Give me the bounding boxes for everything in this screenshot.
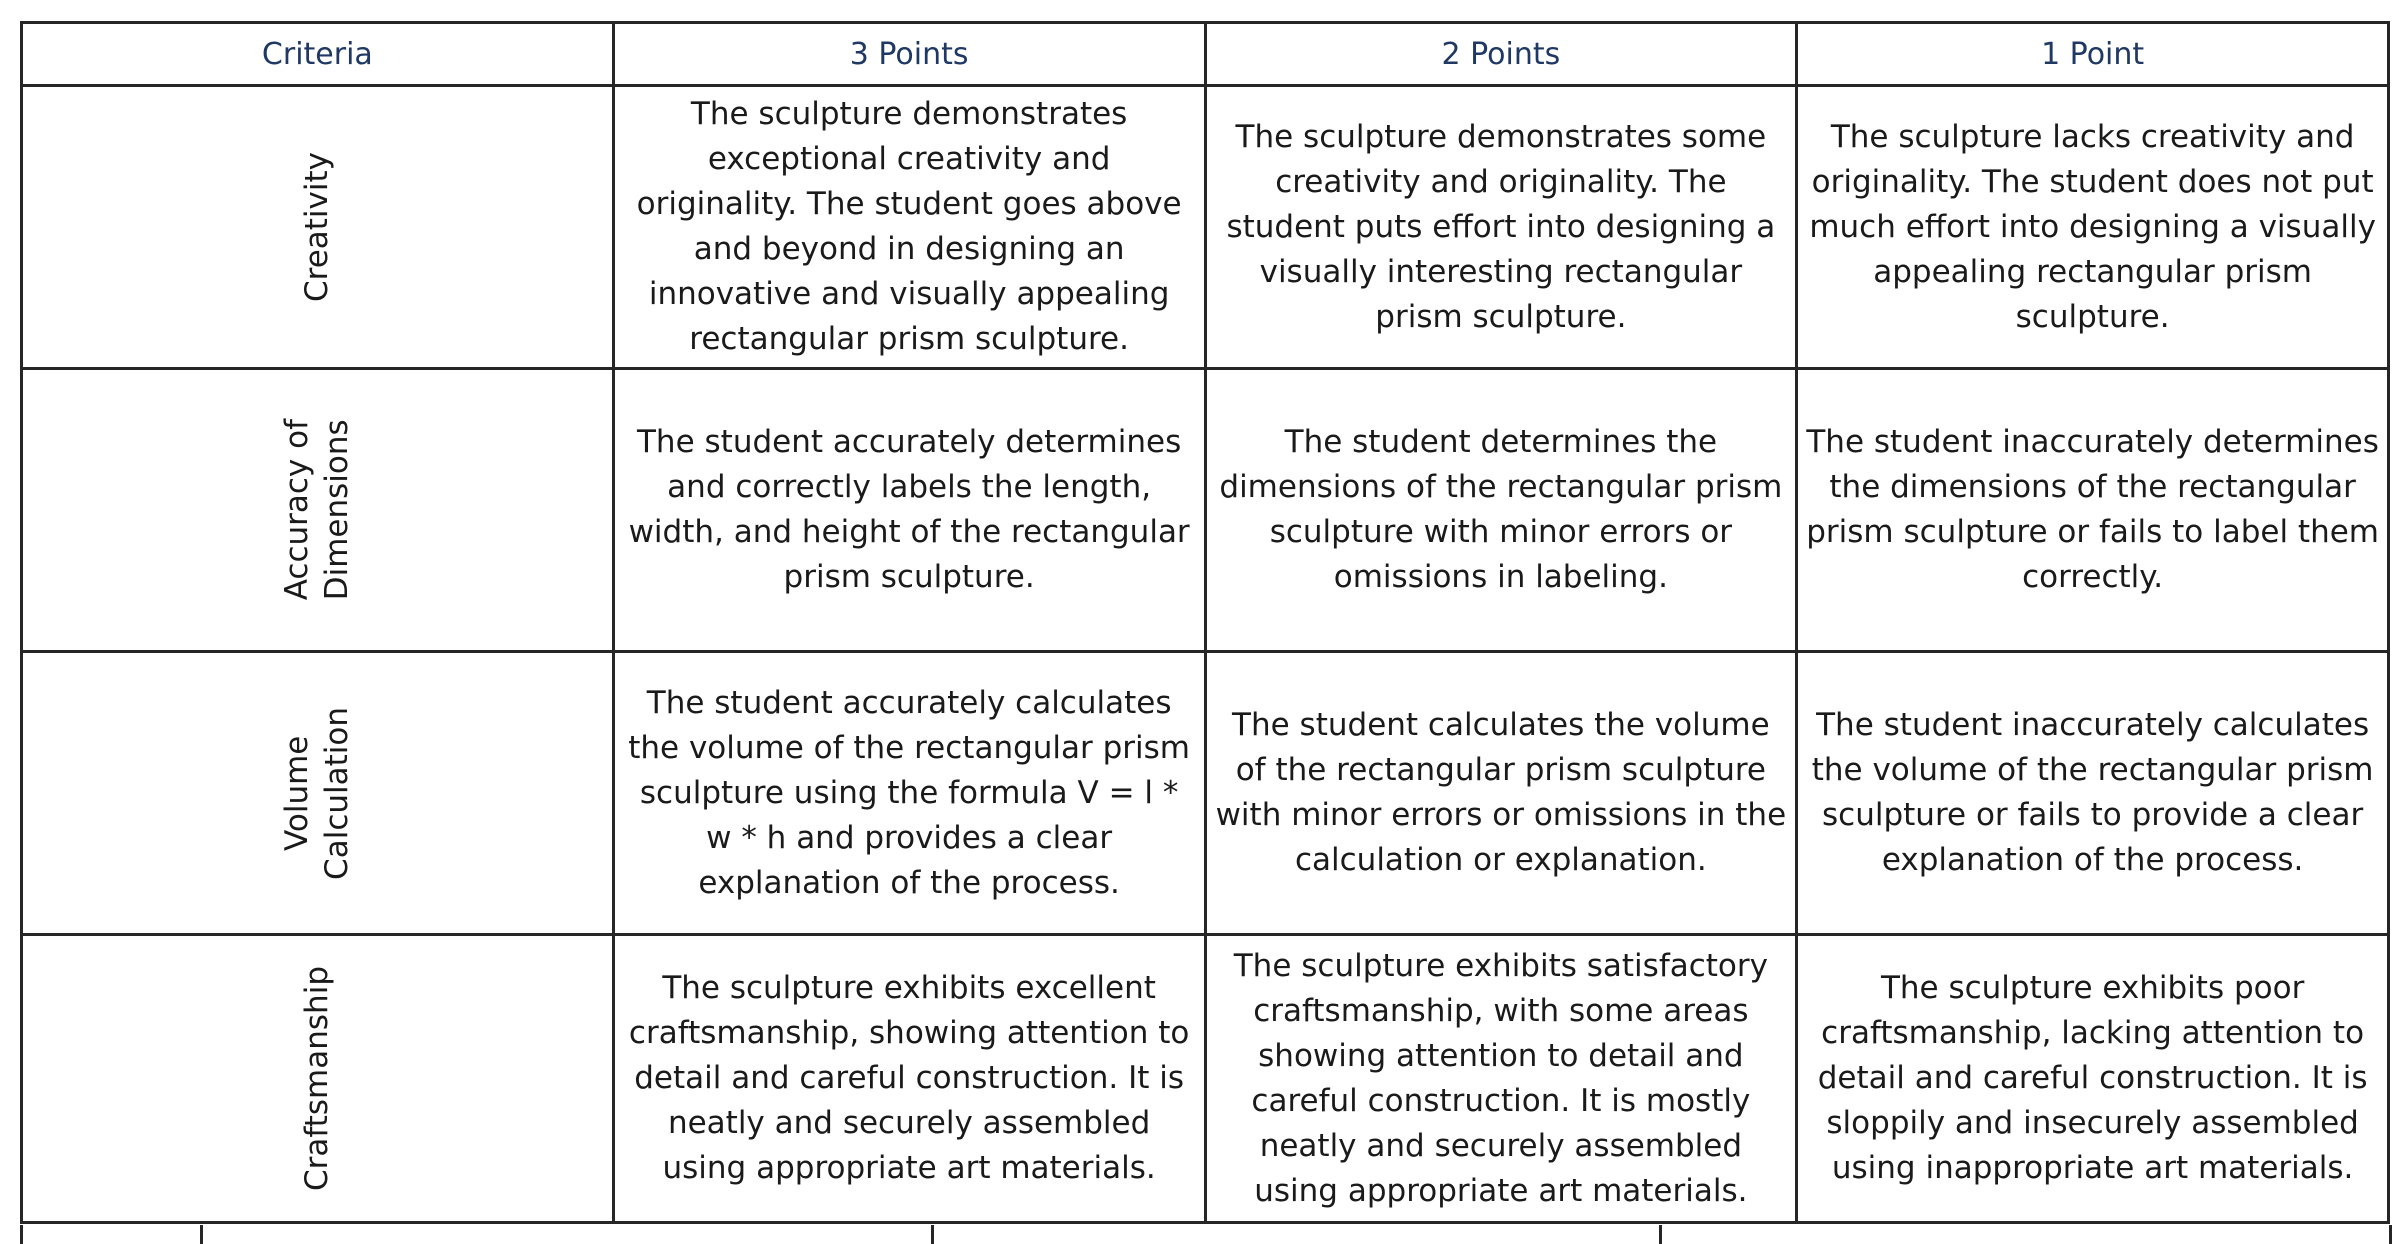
row-volume-calculation [22,652,2389,935]
cell-3-points: The student accurately calculates the volume of the rectangular prism sculpture using the formula V = l * w * h and provides a clear explanation of the process. [613,652,1205,935]
cell-3-points: The sculpture exhibits excellent craftsmanship, showing attention to detail and careful construction. It is neatly and securely assembled using appropriate art materials. [613,935,1205,1223]
criterion-cell [22,935,614,1223]
next-row-border [2389,1225,2392,1244]
header-3-points: 3 Points [613,23,1205,86]
cell-2-points: The sculpture demonstrates some creativity and originality. The student puts effort into designing a visually interesting rectangular prism sculpture. [1205,86,1797,369]
row-creativity [22,86,2389,369]
row-accuracy-of-dimensions [22,369,2389,652]
criterion-cell [22,369,614,652]
cell-1-point: The student inaccurately calculates the volume of the rectangular prism sculpture or fails to provide a clear explanation of the process. [1797,652,2389,935]
rubric-table [20,21,2390,1224]
cell-3-points: The student accurately determines and correctly labels the length, width, and height of the rectangular prism sculpture. [613,369,1205,652]
cell-2-points: The student determines the dimensions of the rectangular prism sculpture with minor errors or omissions in labeling. [1205,369,1797,652]
cell-3-points: The sculpture demonstrates exceptional creativity and originality. The student goes above and beyond in designing an innovative and visually appealing rectangular prism sculpture. [613,86,1205,369]
cell-1-point: The sculpture exhibits poor craftsmanship, lacking attention to detail and careful construction. It is sloppily and insecurely assembled using inappropriate art materials. [1797,935,2389,1223]
next-row-border [200,1225,203,1244]
header-criteria: Criteria [22,23,614,86]
criterion-cell [22,86,614,369]
criterion-label: Accuracy of Dimensions [279,419,356,601]
criterion-label: Craftsmanship [299,966,336,1191]
next-row-border [931,1225,934,1244]
header-1-point: 1 Point [1797,23,2389,86]
criterion-label: Creativity [299,151,336,302]
cell-1-point: The student inaccurately determines the dimensions of the rectangular prism sculpture or fails to label them correctly. [1797,369,2389,652]
criterion-cell [22,652,614,935]
header-2-points: 2 Points [1205,23,1797,86]
cell-2-points: The sculpture exhibits satisfactory craftsmanship, with some areas showing attention to detail and careful construction. It is mostly neatly and securely assembled using appropriate art materials. [1205,935,1797,1223]
header-row [22,23,2389,86]
criterion-label: Volume Calculation [279,706,356,880]
row-craftsmanship [22,935,2389,1223]
next-row-border [1659,1225,1662,1244]
cell-1-point: The sculpture lacks creativity and originality. The student does not put much effort into designing a visually appealing rectangular prism sculpture. [1797,86,2389,369]
next-row-border [20,1225,23,1244]
cell-2-points: The student calculates the volume of the rectangular prism sculpture with minor errors or omissions in the calculation or explanation. [1205,652,1797,935]
